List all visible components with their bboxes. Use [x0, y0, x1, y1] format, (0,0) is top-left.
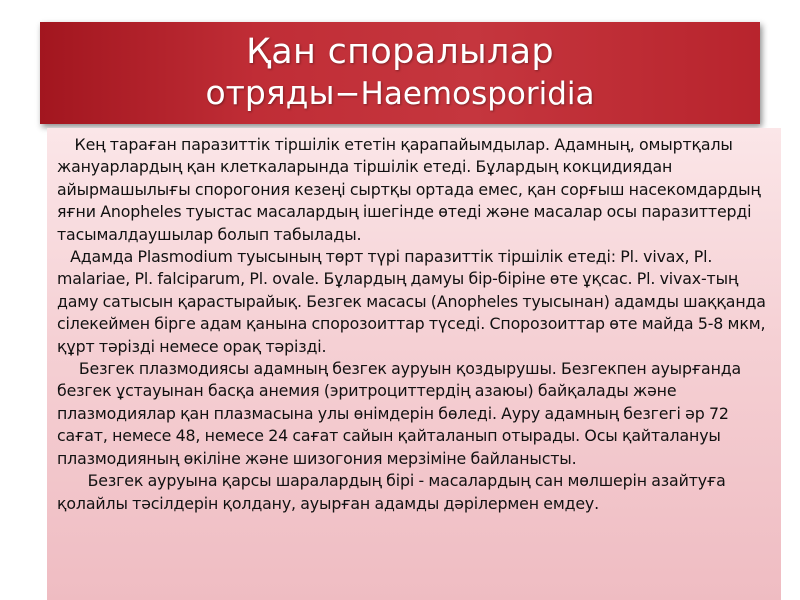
paragraph-intro: Кең тараған паразиттік тіршілік ететін қарапайымдылар. Адамның, омыртқалы жануарлардың қан клеткаларында тіршілік етеді. Бұлардың кокцидиядан айырмашылығы спорогония кезеңі сыртқы ортада емес, қан сорғыш насекомдардың яғни Anopheles туыстас масалардың ішегінде өтеді және масалар осы паразиттерді тасымалдаушылар болып табылады. — [57, 135, 766, 244]
paragraph-plasmodium-species: Адамда Plasmodium туысының төрт түрі паразиттік тіршілік етеді: Pl. vivax, Pl. malariae, Pl. falciparum, Pl. ovale. Бұлардың дамуы бір-біріне өте ұқсас. Pl. vivax-тың даму сатысын қарастырайық. Безгек масасы (Anopheles туысынан) адамды шаққанда сілекеймен бірге адам қанына спорозоиттар түседі. Спорозоиттар өте майда 5-8 мкм, құрт тәрізді немесе орақ тәрізді. — [57, 247, 771, 356]
title-banner — [40, 22, 760, 124]
slide-title-line2 — [205, 72, 594, 115]
slide-title-line1: Қан споралылар — [246, 31, 554, 72]
content-panel — [47, 128, 781, 600]
slide-title-prefix: отряды — [205, 72, 335, 112]
slide-title-latin: −Haemosporidia — [334, 75, 595, 112]
paragraph-prevention: Безгек ауруына қарсы шаралардың бірі - масалардың сан мөлшерін азайтуға қолайлы тәсілдерін қолдану, ауырған адамды дәрілермен емдеу. — [57, 471, 731, 513]
paragraph-malaria-symptoms: Безгек плазмодиясы адамның безгек ауруын қоздырушы. Безгекпен ауырғанда безгек ұстауынан басқа анемия (эритроциттердің азаюы) байқалады және плазмодиялар қан плазмасына улы өнімдерін бөледі. Ауру адамның безгегі әр 72 сағат, немесе 48, немесе 24 сағат сайын қайталанып отырады. Осы қайталануы плазмодияның өкіліне және шизогония мерзіміне байланысты. — [57, 359, 746, 468]
